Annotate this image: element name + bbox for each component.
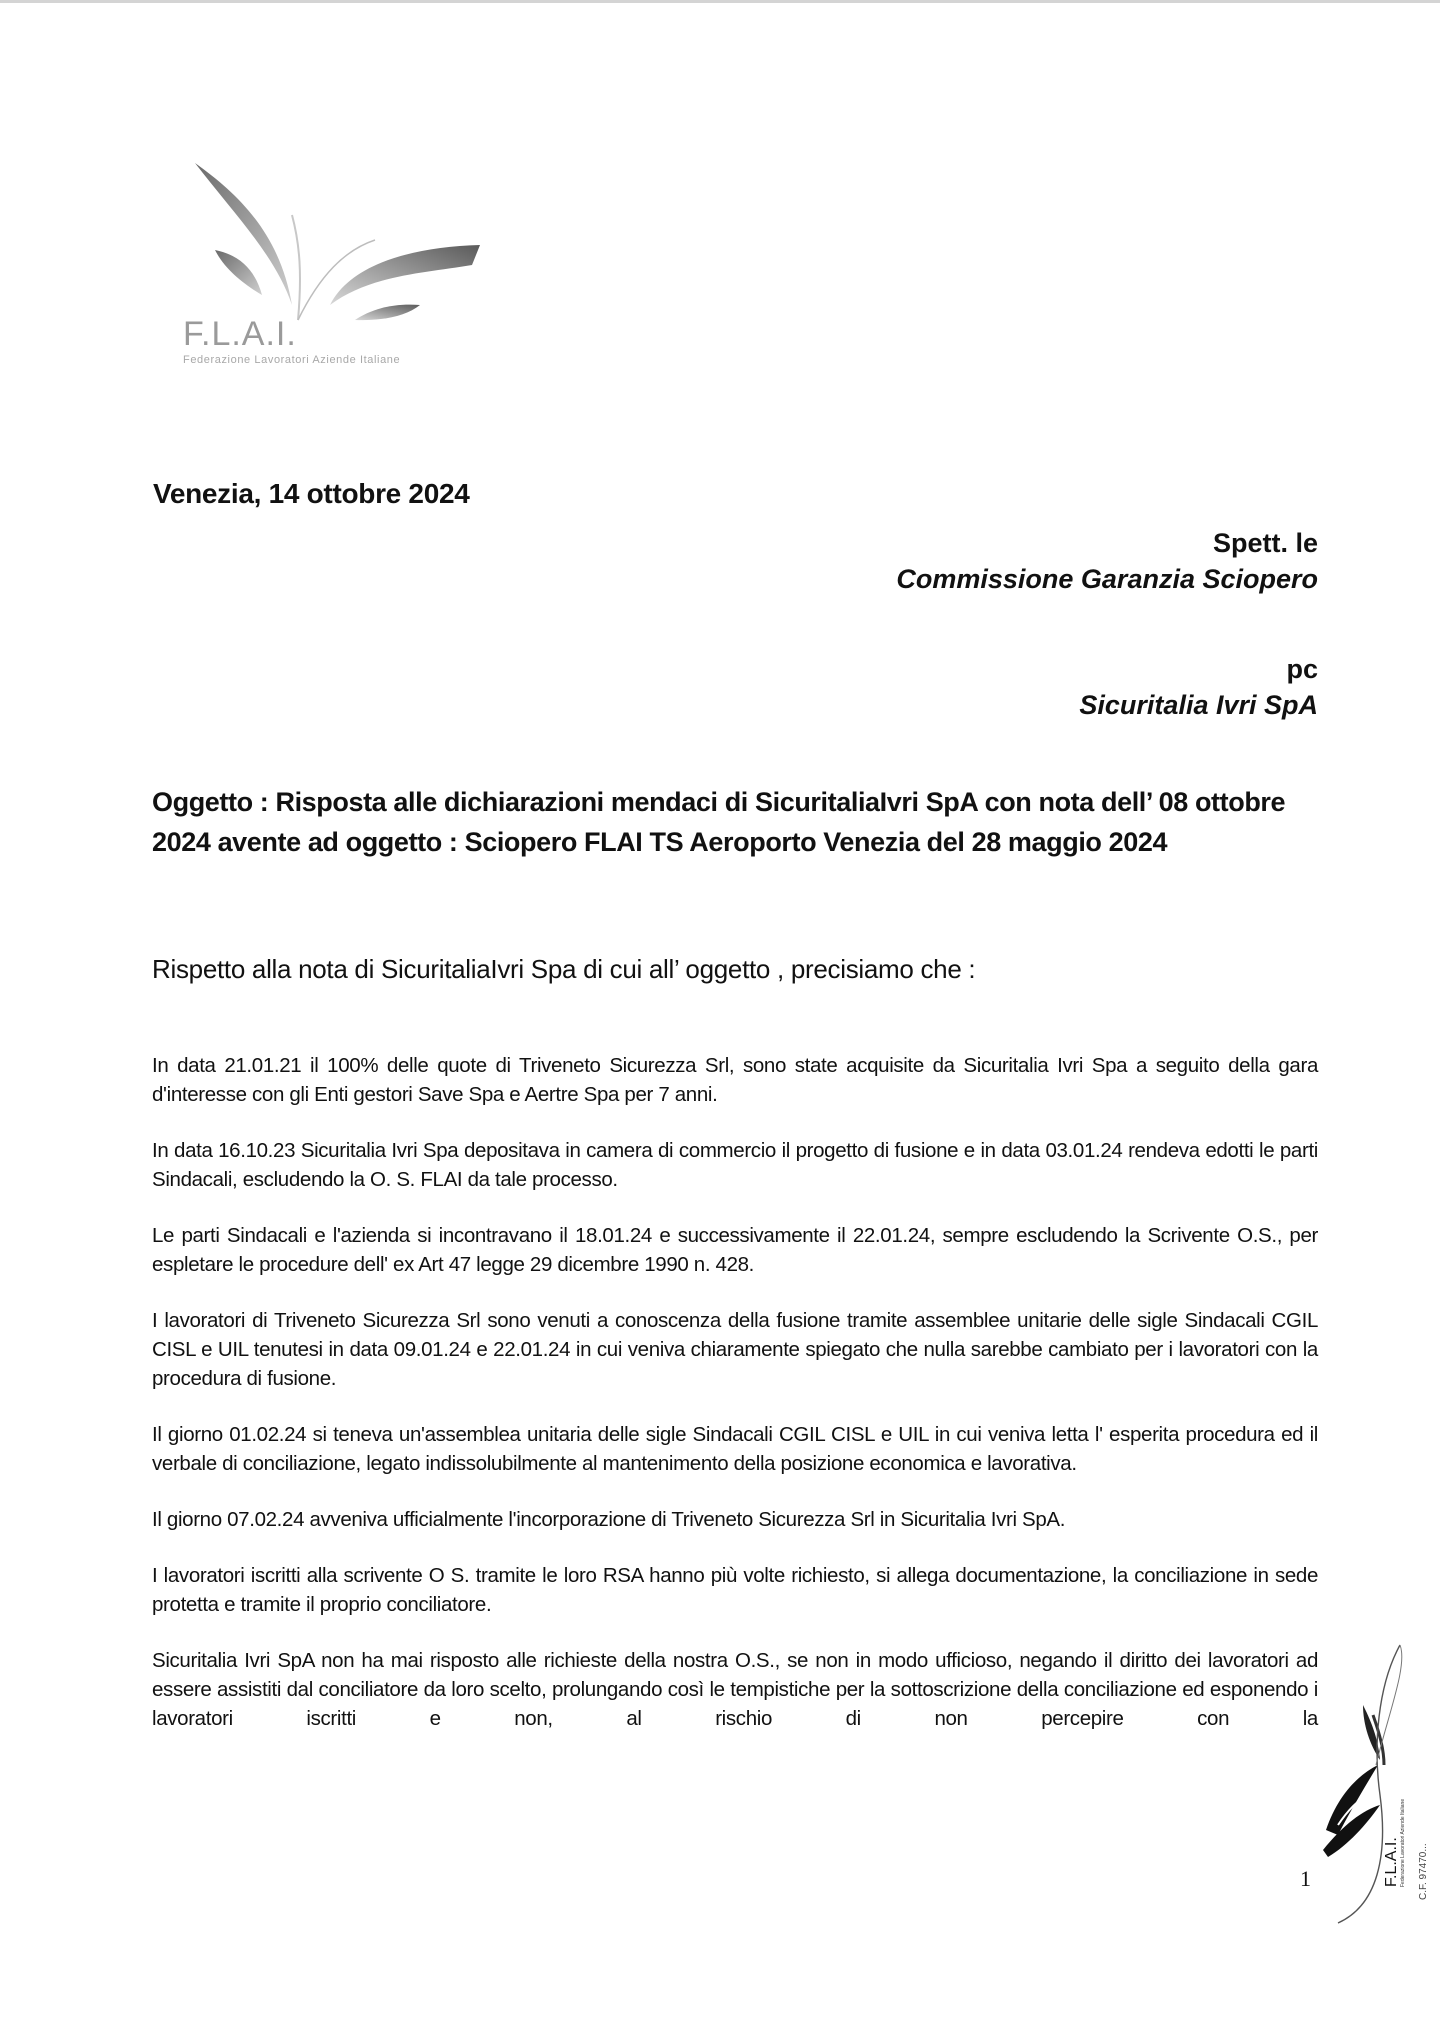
leaves-emblem-icon bbox=[180, 155, 480, 325]
paragraph: I lavoratori iscritti alla scrivente O S. tramite le loro RSA hanno più volte richiesto, si allega documentazione, la conciliazione in sede protetta e tramite il proprio conciliatore. bbox=[152, 1564, 1318, 1616]
scan-top-border bbox=[0, 0, 1440, 3]
svg-text:F.L.A.I.: F.L.A.I. bbox=[1383, 1837, 1400, 1887]
cc-recipient: Sicuritalia Ivri SpA bbox=[1079, 690, 1318, 720]
paragraph: Sicuritalia Ivri SpA non ha mai risposto alle richieste della nostra O.S., se non in modo ufficioso, negando il diritto dei lavoratori ad essere assistiti dal conciliatore da loro scelto, prolungando così le tempistiche per la sottoscrizione della conciliazione ed esponendo i lavoratori iscritti e non, al rischio di non percepire con la bbox=[152, 1649, 1318, 1730]
logo-tagline: Federazione Lavoratori Aziende Italiane bbox=[183, 354, 401, 366]
logo-title: F.L.A.I. bbox=[183, 315, 297, 353]
salutation: Spett. le bbox=[1212, 528, 1318, 558]
paragraph: In data 21.01.21 il 100% delle quote di Triveneto Sicurezza Srl, sono state acquisite da Sicuritalia Ivri Spa a seguito della gara d'interesse con gli Enti gestori Save Spa e Aertre Spa per 7 anni. bbox=[152, 1054, 1318, 1106]
page-number: 1 bbox=[1300, 1866, 1311, 1891]
svg-text:Federazione Lavoratori Aziende: Federazione Lavoratori Aziende Italiane bbox=[1400, 1798, 1406, 1887]
paragraph: Il giorno 07.02.24 avveniva ufficialmente l'incorporazione di Triveneto Sicurezza Srl in Sicuritalia Ivri SpA. bbox=[152, 1508, 1066, 1531]
paragraph: Le parti Sindacali e l'azienda si incontravano il 18.01.24 e successivamente il 22.01.24, sempre escludendo la Scrivente O.S., per espletare le procedure dell' ex Art 47 legge 29 dicembre 1990 n. 428. bbox=[152, 1224, 1318, 1276]
paragraph: In data 16.10.23 Sicuritalia Ivri Spa depositava in camera di commercio il progetto di fusione e in data 03.01.24 rendeva edotti le parti Sindacali, escludendo la O. S. FLAI da tale processo. bbox=[152, 1139, 1318, 1191]
intro-statement: Rispetto alla nota di SicuritaliaIvri Spa di cui all’ oggetto , precisiamo che : bbox=[152, 954, 976, 984]
subject-line: Oggetto : Risposta alle dichiarazioni mendaci di SicuritaliaIvri SpA con nota dell’ 08 ottobre 2024 avente ad oggetto : Sciopero FLAI TS Aeroporto Venezia del 28 maggio 2024 bbox=[152, 787, 1286, 857]
flai-stamp bbox=[1318, 1625, 1440, 1925]
letter-date: Venezia, 14 ottobre 2024 bbox=[153, 478, 470, 509]
paragraph: I lavoratori di Triveneto Sicurezza Srl sono venuti a conoscenza della fusione tramite assemblee unitarie delle sigle Sindacali CGIL CISL e UIL tenutesi in data 09.01.24 e 22.01.24 in cui veniva chiaramente spiegato che nulla sarebbe cambiato per i lavoratori con la procedura di fusione. bbox=[152, 1309, 1318, 1390]
flai-logo bbox=[180, 155, 480, 375]
primary-recipient: Commissione Garanzia Sciopero bbox=[896, 564, 1318, 594]
spacer bbox=[618, 597, 1318, 651]
recipients-block bbox=[618, 525, 1318, 723]
svg-text:C.F. 97470...: C.F. 97470... bbox=[1418, 1843, 1429, 1900]
letter-body bbox=[152, 1051, 1318, 1760]
cc-label: pc bbox=[1286, 654, 1318, 684]
paragraph: Il giorno 01.02.24 si teneva un'assemblea unitaria delle sigle Sindacali CGIL CISL e UIL in cui veniva letta l' esperita procedura ed il verbale di conciliazione, legato indissolubilmente al mantenimento della posizione economica e lavorativa. bbox=[152, 1423, 1318, 1475]
stamp-emblem-icon bbox=[1318, 1625, 1440, 1925]
